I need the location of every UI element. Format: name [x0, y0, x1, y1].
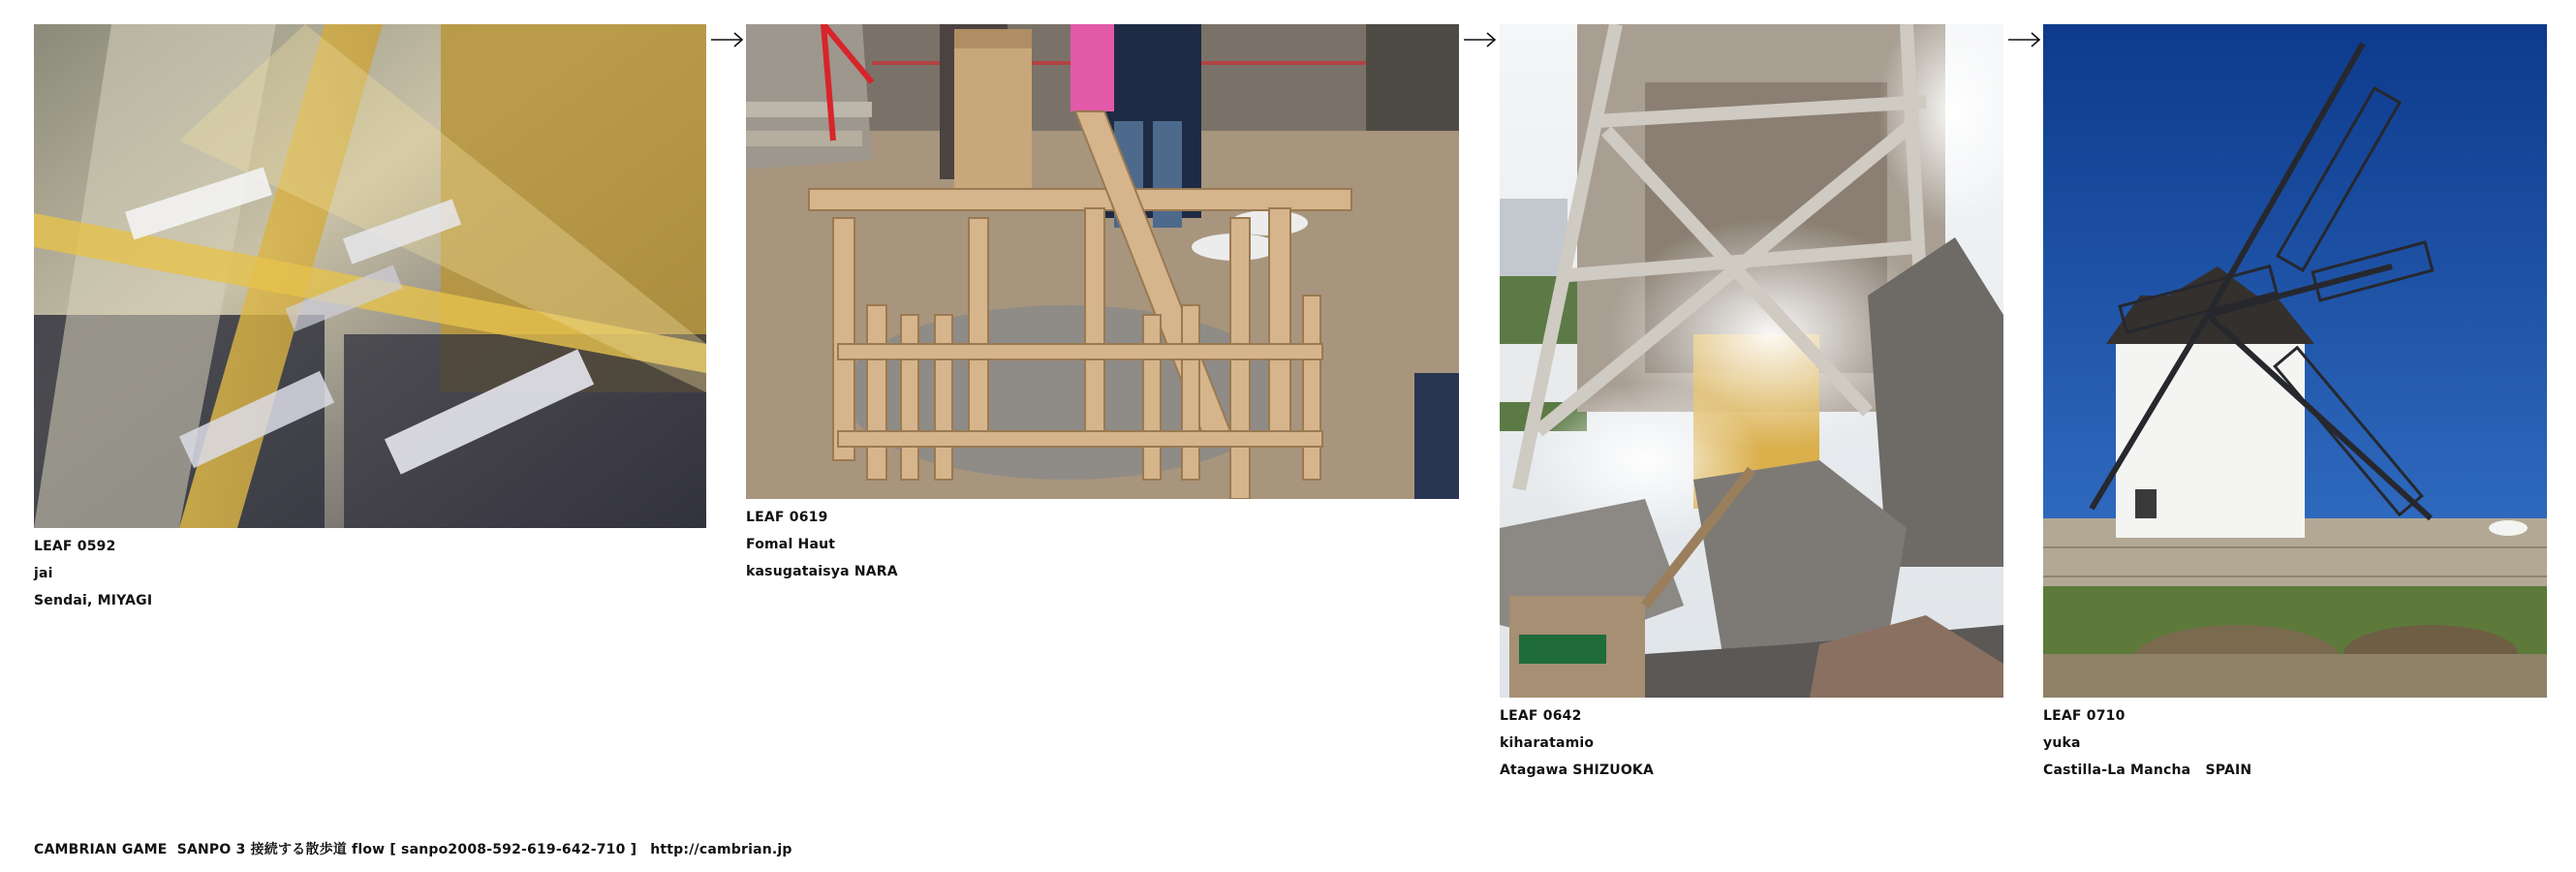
- footer-link[interactable]: http://cambrian.jp: [650, 842, 792, 857]
- hot-spring-tower-image: [1500, 24, 2003, 698]
- leaf-author: yuka: [2043, 735, 2081, 751]
- leaf-place: Sendai, MIYAGI: [34, 593, 153, 608]
- leaf-id: LEAF 0592: [34, 539, 116, 554]
- leaf-0710-caption: [2043, 702, 2251, 784]
- leaf-author: kiharatamio: [1500, 735, 1595, 751]
- leaf-0710-photo[interactable]: [2043, 24, 2547, 698]
- leaf-place: Castilla-La Mancha SPAIN: [2043, 763, 2252, 778]
- leaf-author: jai: [34, 566, 53, 581]
- leaf-id: LEAF 0710: [2043, 708, 2126, 724]
- right-arrow-icon: [1463, 29, 1498, 50]
- leaf-author: Fomal Haut: [746, 537, 836, 552]
- leaf-0619-photo[interactable]: [746, 24, 1459, 499]
- leaf-0592-photo[interactable]: [34, 24, 706, 528]
- right-arrow-icon: [2007, 29, 2042, 50]
- leaf-0592-caption: [34, 533, 152, 614]
- footer: [34, 839, 792, 858]
- leaf-place: Atagawa SHIZUOKA: [1500, 763, 1655, 778]
- windmill-image: [2043, 24, 2547, 698]
- abstract-glass-image: [34, 24, 706, 528]
- right-arrow-icon: [710, 29, 745, 50]
- leaf-id: LEAF 0642: [1500, 708, 1582, 724]
- wooden-fence-image: [746, 24, 1459, 499]
- leaf-0642-caption: [1500, 702, 1654, 784]
- footer-title: CAMBRIAN GAME SANPO 3 接続する散歩道 flow [ sanpo2008-592-619-642-710 ]: [34, 842, 637, 857]
- leaf-0642-photo[interactable]: [1500, 24, 2003, 698]
- leaf-id: LEAF 0619: [746, 510, 828, 525]
- leaf-0619-caption: [746, 504, 898, 585]
- leaf-place: kasugataisya NARA: [746, 564, 898, 579]
